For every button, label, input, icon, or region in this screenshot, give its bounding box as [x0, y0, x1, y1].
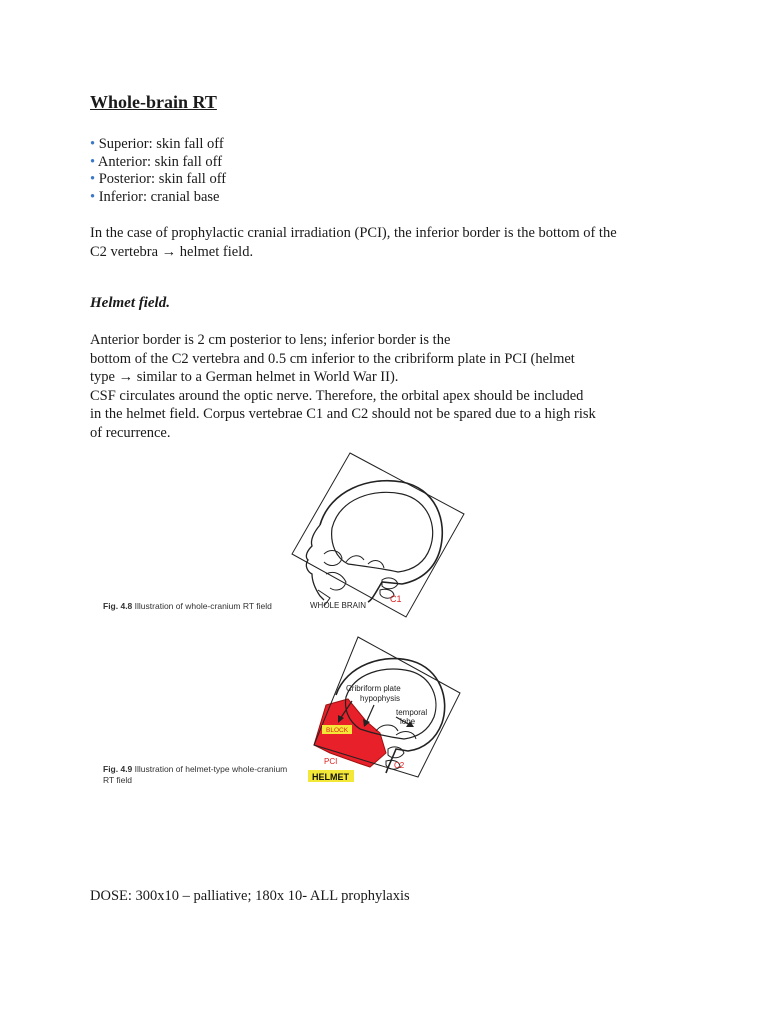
temporal-lobe-label: temporal	[396, 708, 428, 717]
list-item-text: Inferior: cranial base	[98, 188, 220, 205]
hypophysis-label: hypophysis	[360, 694, 401, 703]
figure-number: Fig. 4.9	[103, 764, 133, 774]
face-profile	[306, 525, 324, 600]
list-item-text: Anterior: skin fall off	[97, 153, 223, 170]
paragraph-line: type → similar to a German helmet in World War II).	[90, 369, 399, 385]
page-title: Whole-brain RT	[90, 92, 217, 112]
list-item-text: Posterior: skin fall off	[98, 171, 227, 187]
whole-brain-label: WHOLE BRAIN	[310, 601, 367, 610]
hypophysis-arrow	[366, 705, 374, 723]
skull-base-detail	[376, 725, 416, 739]
c2-label: C2	[394, 761, 405, 770]
figure-caption-text: RT field	[103, 775, 132, 785]
brain-outline	[346, 669, 436, 739]
cribriform-plate-label: Cribriform plate	[346, 684, 401, 693]
paragraph-line: bottom of the C2 vertebra and 0.5 cm inferior to the cribriform plate in PCI (helmet	[90, 350, 575, 367]
list-item	[90, 136, 226, 154]
helmet-field-paragraph	[90, 331, 630, 442]
helmet-field-heading: Helmet field.	[90, 295, 170, 311]
dose-line: DOSE: 300x10 – palliative; 180x 10- ALL prophylaxis	[90, 888, 410, 904]
list-item-text: Superior: skin fall off	[98, 136, 224, 152]
bullet-icon: •	[90, 136, 96, 152]
border-list	[90, 136, 226, 206]
list-item	[90, 189, 226, 207]
pci-label: PCI	[324, 757, 338, 766]
paragraph-line: in the helmet field. Corpus vertebrae C1 and C2 should not be spared due to a high risk	[90, 406, 596, 422]
list-item	[90, 171, 226, 189]
figure-caption-4-8	[103, 601, 272, 612]
figure-caption-text: Illustration of helmet-type whole-cranium	[134, 764, 288, 774]
brain-outline	[332, 492, 433, 572]
pci-paragraph: In the case of prophylactic cranial irradiation (PCI), the inferior border is the bottom of the C2 vertebra → helmet field.	[90, 225, 617, 260]
helmet-field-figure	[300, 635, 468, 785]
paragraph-line: of recurrence.	[90, 424, 171, 441]
skull-outline	[320, 481, 442, 602]
paragraph-line: CSF circulates around the optic nerve. Therefore, the orbital apex should be included	[90, 387, 584, 404]
maxilla-outline	[326, 572, 346, 590]
bullet-icon: •	[90, 171, 96, 187]
whole-brain-field-figure	[290, 450, 470, 620]
temporal-lobe-label: lobe	[400, 717, 416, 726]
helmet-label: HELMET	[312, 772, 349, 782]
figure-number: Fig. 4.8	[103, 601, 133, 611]
bullet-icon: •	[90, 188, 96, 205]
c1-label: C1	[390, 594, 402, 604]
figure-caption-4-9	[103, 764, 287, 786]
bullet-icon: •	[90, 153, 96, 170]
paragraph-line: Anterior border is 2 cm posterior to lens; inferior border is the	[90, 332, 451, 348]
block-label: BLOCK	[326, 727, 349, 734]
list-item	[90, 154, 226, 172]
figure-caption-text: Illustration of whole-cranium RT field	[134, 601, 272, 611]
